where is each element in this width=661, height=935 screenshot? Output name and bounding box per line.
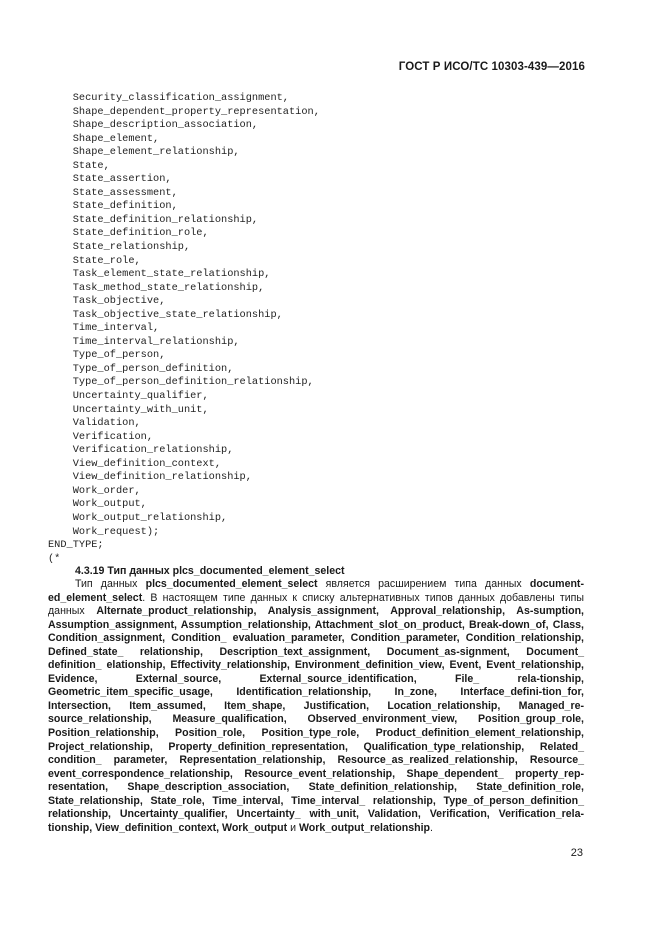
code-line: View_definition_context, xyxy=(48,457,222,470)
express-code-block xyxy=(48,92,320,566)
code-line: Task_element_state_relationship, xyxy=(48,268,271,281)
code-line: Shape_element, xyxy=(48,132,160,145)
code-line: State_definition_role, xyxy=(48,227,209,240)
code-line: State_assertion, xyxy=(48,173,172,186)
bold-text-run: document-ed_element_select xyxy=(48,578,584,604)
code-line: State_definition_relationship, xyxy=(48,213,259,226)
code-line: State_role, xyxy=(48,254,141,267)
document-header: ГОСТ Р ИСО/ТС 10303-439—2016 xyxy=(398,61,585,73)
code-line: Work_order, xyxy=(48,484,141,497)
bold-text-run: Work_output_relationship xyxy=(298,821,431,834)
section-title: 4.3.19 Тип данных plcs_documented_element_select xyxy=(75,565,345,577)
code-line: Uncertainty_qualifier, xyxy=(48,390,209,403)
code-line: Task_method_state_relationship, xyxy=(48,281,265,294)
code-line: Work_request); xyxy=(48,525,160,538)
code-line: State, xyxy=(48,159,110,172)
code-line: View_definition_relationship, xyxy=(48,471,252,484)
code-line: Task_objective_state_relationship, xyxy=(48,308,283,321)
code-line: State_definition, xyxy=(48,200,178,213)
code-line: END_TYPE; xyxy=(48,539,104,552)
code-line: Verification_relationship, xyxy=(48,444,234,457)
text-run: Тип данных xyxy=(75,578,146,590)
text-run: является расширением типа данных xyxy=(317,578,530,590)
text-run: . В настоящем типе данных к списку альтернативных типов данных добавлены типы данных xyxy=(48,591,584,618)
code-line: Task_objective, xyxy=(48,295,166,308)
code-line: Security_classification_assignment, xyxy=(48,92,289,104)
code-line: Type_of_person_definition, xyxy=(48,362,234,375)
code-line: State_relationship, xyxy=(48,241,191,254)
bold-text-run: Alternate_product_relationship, Analysis_assignment, Approval_relationship, As-sumption, Assumption_assignment, Assumption_relationship, Attachment_slot_on_product, Break-down_of, Class, Condition_assignment, Condition_ evaluation_parameter, Condition_parameter, Condition_relationship, Defined_state_ relationship, Description_text_assignment, Document_as-signment, Document_ definition_ elationship, Effectivity_relationship, Environment_definition_view, Event, Event_relationship, Evidence, External_source, External_source_identification, File_ rela-tionship, Geometric_item_specific_usage, Identification_relationship, In_zone, Interface_defini-tion_for, Intersection, Item_assumed, Item_shape, Justification, Location_relationship, Managed_re-source_relationship, Measure_qualification, Observed_environment_view, Position_group_role, Position_relationship, Position_role, Position_type_role, Product_definition_element_relationship, Project_relationship, Property_definition_representation, Qualification_type_relationship, Related_ condition_ parameter, Representation_relationship, Resource_as_realized_relationship, Resource_ event_correspondence_relationship, Resource_event_relationship, Shape_dependent_ property_rep-resentation, Shape_description_association, State_definition_relationship, State_definition_role, State_relationship, State_role, Time_interval, Time_interval_ relationship, Type_of_person_definition_ relationship, Uncertainty_qualifier, Uncertainty_ with_unit, Validation, Verification, Verification_rela-tionship, View_definition_context, Work_output xyxy=(48,605,584,834)
code-line: (* xyxy=(48,552,61,565)
code-line: Shape_dependent_property_representation, xyxy=(48,105,320,118)
code-line: Uncertainty_with_unit, xyxy=(48,403,209,416)
code-line: Time_interval_relationship, xyxy=(48,335,240,348)
code-line: Work_output, xyxy=(48,498,147,511)
bold-text-run: plcs_documented_element_select xyxy=(145,578,318,590)
code-line: Type_of_person, xyxy=(48,349,166,362)
code-line: Time_interval, xyxy=(48,322,160,335)
code-line: Shape_element_relationship, xyxy=(48,146,240,159)
code-line: Shape_description_association, xyxy=(48,119,259,132)
code-line: Type_of_person_definition_relationship, xyxy=(48,376,314,389)
code-line: State_assessment, xyxy=(48,186,178,199)
code-line: Validation, xyxy=(48,417,141,430)
page-number: 23 xyxy=(570,847,583,859)
code-line: Verification, xyxy=(48,430,154,443)
text-run: и xyxy=(287,821,299,834)
section-paragraph xyxy=(48,578,584,835)
text-run: . xyxy=(430,821,433,834)
code-line: Work_output_relationship, xyxy=(48,511,228,524)
